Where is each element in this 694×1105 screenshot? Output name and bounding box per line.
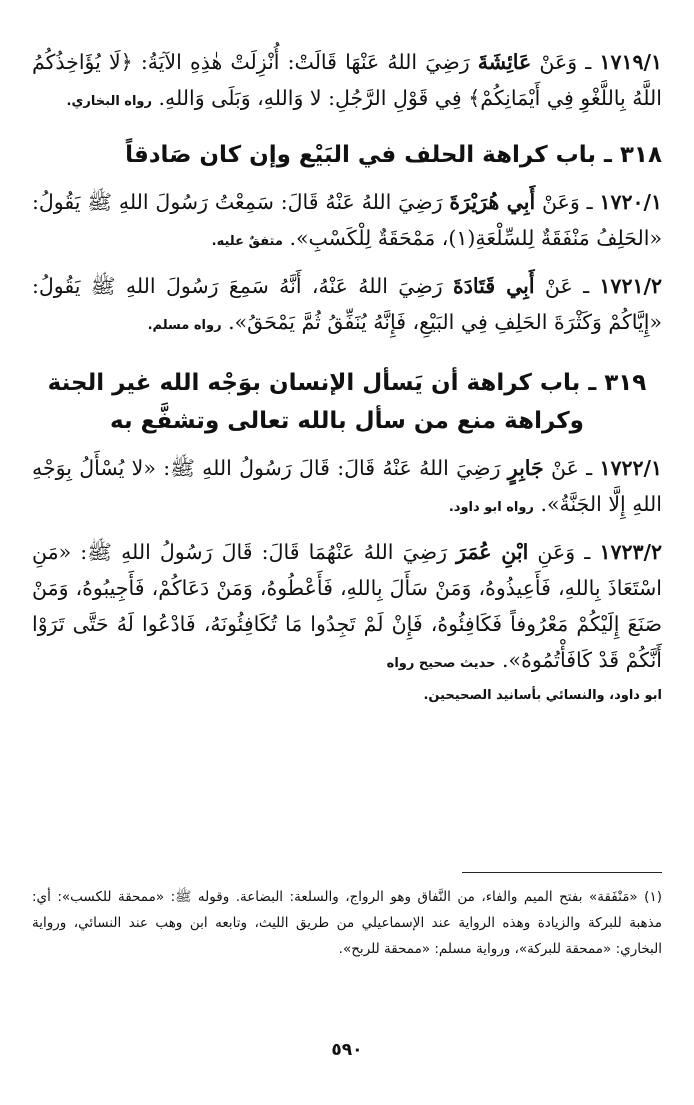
hadith-text: رَضِيَ اللهُ عَنْهُ قَالَ: سَمِعْتُ رَسُولَ اللهِ ﷺ يَقُولُ: «الحَلِفُ مَنْفَقَةٌ لِلسِّلْعَةِ(١)، مَمْحَقَةٌ لِلْكَسْبِ».: [32, 190, 662, 250]
hadith-1720: [32, 184, 662, 260]
hadith-source: متفقٌ عليه.: [211, 234, 283, 249]
narrator-name: أَبِي قَتَادَةَ: [453, 274, 535, 298]
hadith-text: رَضِيَ اللهُ عَنْهُمَا قَالَ: قَالَ رَسُولُ اللهِ ﷺ: «مَنِ اسْتَعَاذَ بِاللهِ، فَأَعِيذُوهُ، وَمَنْ سَأَلَ بِاللهِ، فَأَعْطُوهُ، وَمَنْ دَعَاكُمْ، فَأَجِيبُوهُ، وَمَنْ صَنَعَ إِلَيْكُمْ مَعْرُوفاً فَكَافِئُوهُ، فَإِنْ لَمْ تَجِدُوا مَا تُكَافِئُونَهُ، فَادْعُوا لَهُ حَتَّى تَرَوْا أَنَّكُمْ قَدْ كَافَأْتُمُوهُ».: [32, 540, 662, 672]
hadith-1723: [32, 534, 662, 682]
hadith-text: رَضِيَ اللهُ عَنْهُ قَالَ: قَالَ رَسُولُ اللهِ ﷺ: «لا يُسْأَلُ بِوَجْهِ اللهِ إِلَّا الجَنَّةُ».: [32, 456, 662, 516]
hadith-text: رَضِيَ اللهُ عَنْهَا قَالَتْ: أُنْزِلَتْ هٰذِهِ الآيَةُ: ﴿لَا يُؤَاخِذُكُمُ اللَّهُ بِاللَّغْوِ فِي أَيْمَانِكُمْ﴾ فِي قَوْلِ الرَّجُلِ: لا وَاللهِ، وَبَلَى وَاللهِ.: [32, 50, 662, 110]
narrator-name: أَبِي هُرَيْرَةَ: [449, 190, 536, 214]
narrator-name: جَابِرٍ: [507, 456, 544, 480]
chapter-heading-319: ٣١٩ ـ باب كراهة أن يَسأل الإنسان بوَجْه الله غير الجنة وكراهة منع من سأل بالله تعالى وتشفَّع به: [47, 370, 647, 434]
footnote: (١) «مَنْفَقة» بفتح الميم والفاء، من النَّفاق وهو الرواج، والسلعة: البضاعة. وقوله ﷺ: «ممحقة للكسب»: أي: مذهبة للبركة والزيادة وهذه الرواية عند الإسماعيلي من طريق الليث، وتابعه ابن وهب عند النسائي، ورواية البخاري: «ممحقة للبركة»، ورواية مسلم: «ممحقة للربح».: [32, 889, 662, 957]
hadith-source: رواه مسلم.: [147, 318, 222, 333]
hadith-1722: [32, 450, 662, 526]
hadith-1719: [32, 44, 662, 120]
hadith-number: ١٧١٩/١: [599, 50, 662, 74]
footnote-divider: [462, 872, 662, 873]
hadith-number: ١٧٢٢/١: [599, 456, 662, 480]
hadith-intro: ـ وَعَنْ: [531, 50, 600, 74]
hadith-number: ١٧٢٣/٢: [599, 540, 662, 564]
page-number: ٥٩٠: [331, 1040, 363, 1060]
hadith-intro: ـ عَنْ: [543, 456, 600, 480]
narrator-name: عَائِشَةَ: [477, 50, 532, 74]
hadith-source: رواه البخاري.: [66, 94, 152, 109]
hadith-intro: ـ وَعَنْ: [535, 190, 600, 214]
hadith-1721: [32, 268, 662, 344]
chapter-heading-318: ٣١٨ ـ باب كراهة الحلف في البَيْع وإن كان صَادقاً: [125, 142, 662, 168]
hadith-intro: ـ عَنْ: [534, 274, 600, 298]
hadith-number: ١٧٢٠/١: [599, 190, 662, 214]
hadith-source: رواه ابو داود.: [448, 500, 534, 515]
hadith-source: حديث صحيح رواه: [386, 656, 496, 671]
hadith-number: ١٧٢١/٢: [599, 274, 662, 298]
hadith-intro: ـ وَعَنِ: [528, 540, 600, 564]
narrator-name: ابْنِ عُمَرَ: [456, 540, 529, 564]
hadith-text: رَضِيَ اللهُ عَنْهُ، أَنَّهُ سَمِعَ رَسُولَ اللهِ ﷺ يَقُولُ: «إِيَّاكُمْ وَكَثْرَةَ الحَلِفِ فِي البَيْعِ، فَإِنَّهُ يُنَفِّقُ ثُمَّ يَمْحَقُ».: [32, 274, 662, 334]
hadith-source-line: ابو داود، والنسائي بأسانيد الصحيحين.: [423, 688, 662, 703]
